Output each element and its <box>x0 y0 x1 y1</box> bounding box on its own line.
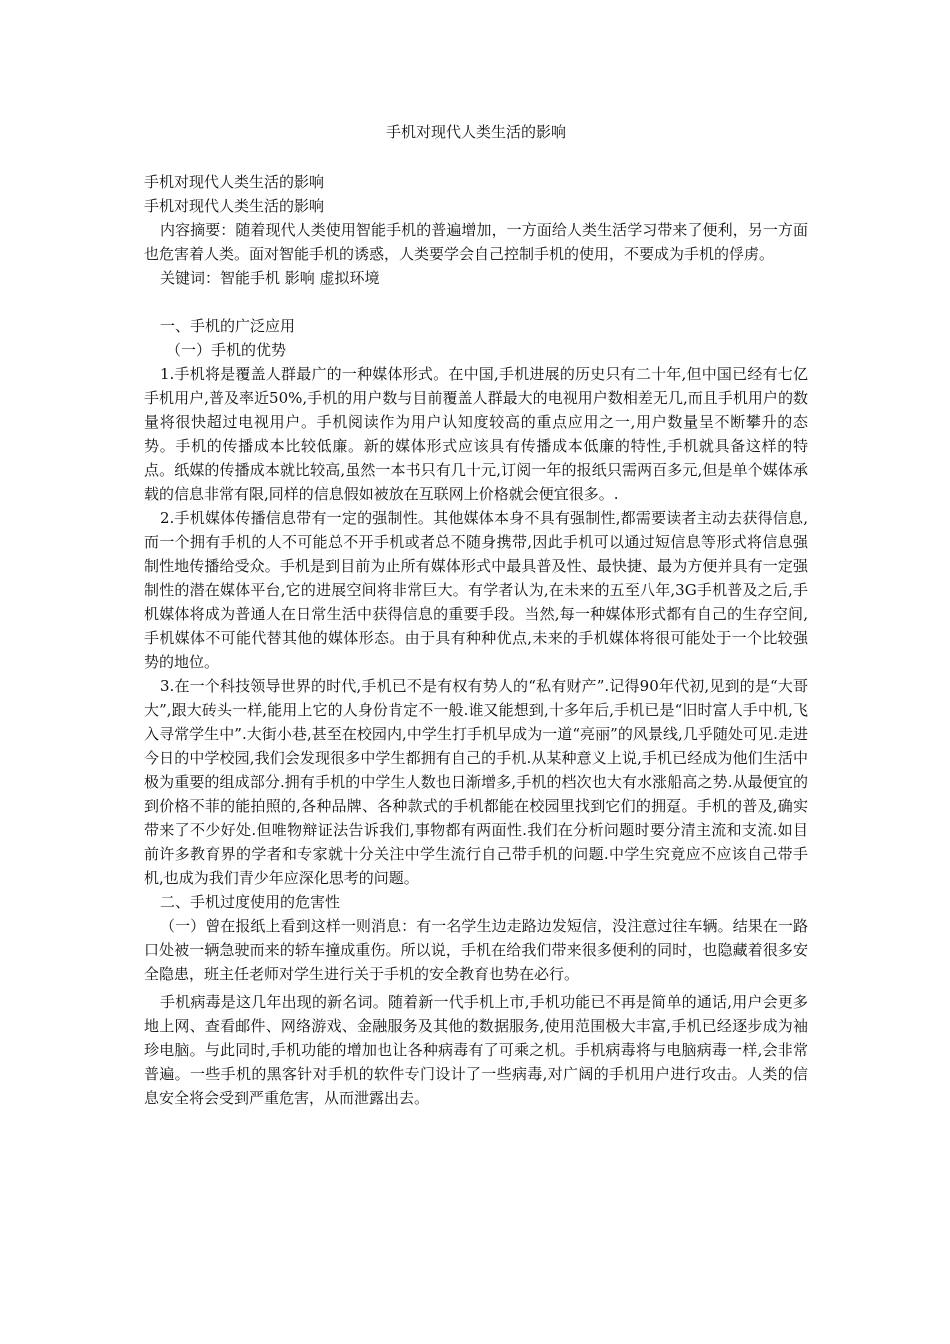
subtitle-line-2: 手机对现代人类生活的影响 <box>144 197 325 215</box>
section-1-paragraph-3: 3.在一个科技领导世界的时代,手机已不是有权有势人的“私有财产”.记得90年代初,见到的是“大哥大”,跟大砖头一样,能用上它的人身份肯定不一般.谁又能想到,十多年后,手机已是“旧时富人手中机,飞入寻常学生中”.大街小巷,甚至在校园内,中学生打手机早成为一道“亮丽”的风景线,几乎随处可见.走进今日的中学校园,我们会发现很多中学生都拥有自己的手机.从某种意义上说,手机已经成为他们生活中极为重要的组成部分.拥有手机的中学生人数也日渐增多,手机的档次也大有水涨船高之势.从最便宜的到价格不菲的能拍照的,各种品牌、各种款式的手机都能在校园里找到它们的拥趸。手机的普及,确实带来了不少好处.但唯物辩证法告诉我们,事物都有两面性.我们在分析问题时要分清主流和支流.如目前许多教育界的学者和专家就十分关注中学生流行自己带手机的问题.中学生究竟应不应该自己带手机,也成为我们青少年应深化思考的问题。 <box>144 677 808 887</box>
section-1-paragraph-2: 2.手机媒体传播信息带有一定的强制性。其他媒体本身不具有强制性,都需要读者主动去获得信息,而一个拥有手机的人不可能总不开手机或者总不随身携带,因此手机可以通过短信息等形式将信息强制性地传播给受众。手机是到目前为止所有媒体形式中最具普及性、最快捷、最为方便并具有一定强制性的潜在媒体平台,它的进展空间将非常巨大。有学者认为,在未来的五至八年,3G手机普及之后,手机媒体将成为普通人在日常生活中获得信息的重要手段。当然,每一种媒体形式都有自己的生存空间,手机媒体不可能代替其他的媒体形态。由于具有种种优点,未来的手机媒体将很可能处于一个比较强势的地位。 <box>144 509 808 671</box>
section-1-heading: 一、手机的广泛应用 <box>160 317 296 335</box>
section-2-paragraph-2: 手机病毒是这几年出现的新名词。随着新一代手机上市,手机功能已不再是简单的通话,用户会更多地上网、查看邮件、网络游戏、金融服务及其他的数据服务,使用范围极大丰富,手机已经逐步成为袖珍电脑。与此同时,手机功能的增加也让各种病毒有了可乘之机。手机病毒将与电脑病毒一样,会非常普遍。一些手机的黑客针对手机的软件专门设计了一些病毒,对广阔的手机用户进行攻击。人类的信息安全将会受到严重危害，从而泄露出去。 <box>144 993 808 1107</box>
section-2-paragraph-1: （一）曾在报纸上看到这样一则消息：有一名学生边走路边发短信，没注意过往车辆。结果在一路口处被一辆急驶而来的轿车撞成重伤。所以说，手机在给我们带来很多便利的同时，也隐藏着很多安全隐患，班主任老师对学生进行关于手机的安全教育也势在必行。 <box>144 917 808 983</box>
blank-line <box>144 290 808 314</box>
document-title: 手机对现代人类生活的影响 <box>385 123 566 141</box>
abstract-paragraph: 内容摘要：随着现代人类使用智能手机的普遍增加，一方面给人类生活学习带来了便利，另一方面也危害着人类。面对智能手机的诱惑，人类要学会自己控制手机的使用，不要成为手机的俘虏。 <box>144 221 808 263</box>
section-1-subheading: （一）手机的优势 <box>166 341 287 359</box>
document-page <box>144 120 808 1110</box>
section-1-paragraph-1: 1.手机将是覆盖人群最广的一种媒体形式。在中国,手机进展的历史只有二十年,但中国已经有七亿手机用户,普及率近50%,手机的用户数与目前覆盖人群最大的电视用户数相差无几,而且手机用户的数量将很快超过电视用户。手机阅读作为用户认知度较高的重点应用之一,用户数量呈不断攀升的态势。手机的传播成本比较低廉。新的媒体形式应该具有传播成本低廉的特性,手机就具备这样的特点。纸媒的传播成本就比较高,虽然一本书只有几十元,订阅一年的报纸只需两百多元,但是单个媒体承载的信息非常有限,同样的信息假如被放在互联网上价格就会便宜很多。. <box>144 365 808 503</box>
keywords-line: 关键词：智能手机 影响 虚拟环境 <box>160 269 380 287</box>
section-2-heading: 二、手机过度使用的危害性 <box>160 893 341 911</box>
subtitle-line-1: 手机对现代人类生活的影响 <box>144 173 325 191</box>
